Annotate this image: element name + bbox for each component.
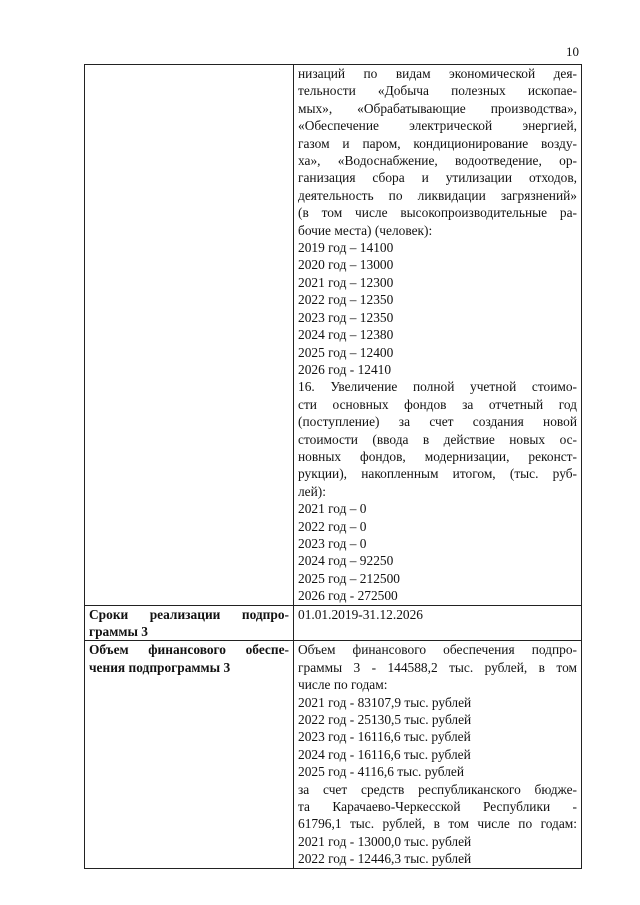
row-label-line: граммы 3 — [89, 624, 148, 639]
row-value-line: лей): — [298, 483, 326, 499]
row-value-line: 2022 год - 25130,5 тыс. рублей — [298, 712, 472, 728]
table-row — [85, 641, 582, 868]
row-label-cell — [85, 605, 294, 641]
row-value-cell — [294, 641, 582, 868]
row-value-line: 2025 год – 12400 — [298, 344, 394, 360]
row-value-line: 2021 год – 12300 — [298, 274, 394, 290]
row-label-line: Сроки реализации подпро- — [89, 606, 289, 622]
page-number: 10 — [566, 44, 579, 59]
row-value-line: мых», «Обрабатывающие производства», — [298, 100, 577, 116]
row-value-line: бочие места) (человек): — [298, 222, 433, 238]
row-label-line: чения подпрограммы 3 — [89, 659, 231, 675]
row-value-line: граммы 3 - 144588,2 тыс. рублей, в том — [298, 659, 577, 675]
row-value-line: числе по годам: — [298, 677, 388, 693]
row-value-line: 61796,1 тыс. рублей, в том числе по годам: — [298, 816, 577, 832]
row-value-line: 2023 год – 0 — [298, 535, 367, 551]
table-body — [85, 65, 582, 869]
row-value-line: 2020 год – 13000 — [298, 257, 394, 273]
table-row — [85, 605, 582, 641]
row-value-line: 2022 год - 12446,3 тыс. рублей — [298, 851, 472, 867]
row-value-line: 2021 год – 0 — [298, 501, 367, 517]
row-value-cell — [294, 605, 582, 641]
row-value-line: сти основных фондов за отчетный год — [298, 396, 577, 412]
row-label-line: Объем финансового обеспе- — [89, 642, 289, 658]
row-value-line: стоимости (ввода в действие новых ос- — [298, 431, 577, 447]
row-value-line: 16. Увеличение полной учетной стоимо- — [298, 379, 577, 395]
row-label-cell — [85, 641, 294, 868]
row-value-line: тельности «Добыча полезных ископае- — [298, 83, 577, 99]
row-value-line: 2024 год – 12380 — [298, 327, 394, 343]
row-value-line: 2026 год - 272500 — [298, 588, 398, 604]
row-value-line: газом и паром, кондиционирование возду- — [298, 135, 577, 151]
row-value-line: та Карачаево-Черкесской Республики - — [298, 799, 577, 815]
row-value-line: ганизация сбора и утилизации отходов, — [298, 170, 577, 186]
row-value-line: 01.01.2019-31.12.2026 — [298, 606, 423, 622]
row-value-cell — [294, 65, 582, 606]
row-value-line: Объем финансового обеспечения подпро- — [298, 642, 577, 658]
row-value-line: «Обеспечение электрической энергией, — [298, 118, 577, 134]
row-value-line: 2023 год – 12350 — [298, 309, 394, 325]
row-value-line: ха», «Водоснабжение, водоотведение, ор- — [298, 153, 577, 169]
row-value-line: 2021 год - 83107,9 тыс. рублей — [298, 694, 472, 710]
row-value-line: низаций по видам экономической дея- — [298, 66, 577, 81]
row-value-line: за счет средств республиканского бюдже- — [298, 781, 577, 797]
row-value-line: рукции), накопленным итогом, (тыс. руб- — [298, 466, 577, 482]
row-value-line: 2022 год – 12350 — [298, 292, 394, 308]
passport-table — [84, 64, 582, 869]
row-label-cell — [85, 65, 294, 606]
row-value-line: 2024 год – 92250 — [298, 553, 394, 569]
row-value-line: (поступление) за счет создания новой — [298, 414, 577, 430]
row-value-line: 2025 год - 4116,6 тыс. рублей — [298, 764, 465, 780]
row-value-line: деятельность по ликвидации загрязнений» — [298, 187, 577, 203]
table-row — [85, 65, 582, 606]
row-value-line: 2022 год – 0 — [298, 518, 367, 534]
row-value-line: 2024 год - 16116,6 тыс. рублей — [298, 746, 471, 762]
row-value-line: новных фондов, модернизации, реконст- — [298, 448, 577, 464]
row-value-line: 2023 год - 16116,6 тыс. рублей — [298, 729, 471, 745]
row-value-line: 2026 год - 12410 — [298, 361, 392, 377]
row-value-line: 2025 год – 212500 — [298, 570, 400, 586]
row-value-line: (в том числе высокопроизводительные ра- — [298, 205, 577, 221]
row-value-line: 2021 год - 13000,0 тыс. рублей — [298, 833, 472, 849]
row-value-line: 2019 год – 14100 — [298, 240, 394, 256]
